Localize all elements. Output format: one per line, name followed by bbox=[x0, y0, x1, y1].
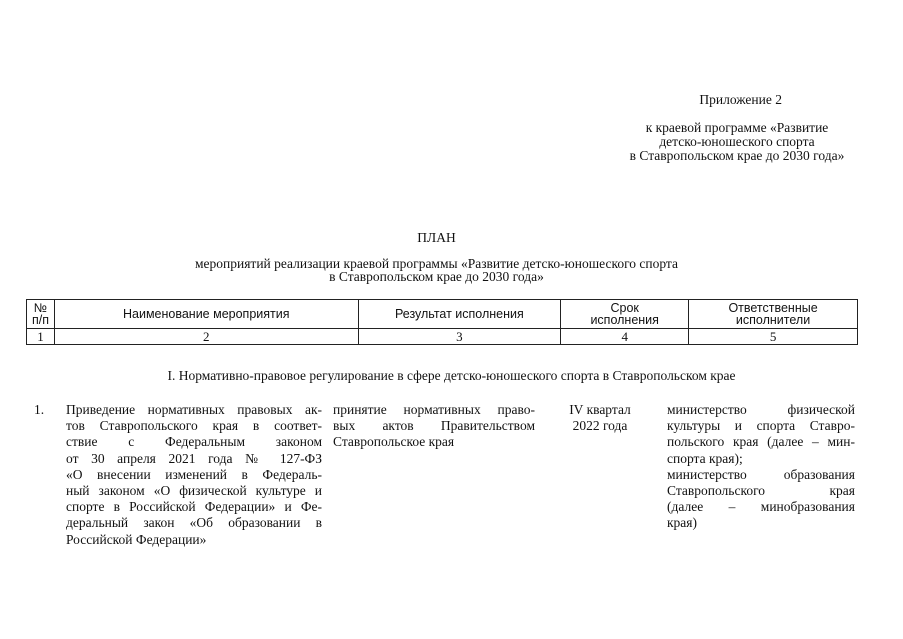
section-heading: I. Нормативно-правовое регулирование в сфере детско-юношеского спорта в Ставропольском крае bbox=[167, 368, 736, 383]
header-text: исполнения bbox=[590, 313, 659, 327]
row-result bbox=[333, 402, 535, 451]
text-line: Ставропольского края bbox=[667, 483, 855, 499]
appendix-title: Приложение 2 bbox=[699, 92, 782, 107]
text-line: ствие с Федеральным законом bbox=[66, 434, 322, 450]
header-result bbox=[358, 300, 561, 329]
text-line: министерство физической bbox=[667, 402, 855, 417]
row-name bbox=[66, 402, 322, 548]
text-line: спорте в Российской Федерации» и Фе- bbox=[66, 499, 322, 515]
row-number: 1. bbox=[34, 402, 45, 417]
column-number: 2 bbox=[54, 329, 358, 345]
text-line: деральный закон «Об образовании в bbox=[66, 515, 322, 531]
text-line: Российской Федерации» bbox=[66, 531, 207, 547]
text-line: «О внесении изменений в Федераль- bbox=[66, 466, 322, 482]
appendix-line: к краевой программе «Развитие bbox=[645, 120, 829, 135]
text-line: тов Ставропольского края в соответ- bbox=[66, 418, 322, 434]
text-line: ный законом «О физической культуре и bbox=[66, 483, 322, 499]
text-line: от 30 апреля 2021 года № 127-ФЗ bbox=[66, 450, 322, 466]
header-name bbox=[54, 300, 358, 329]
header-text: п/п bbox=[31, 313, 49, 327]
plan-subtitle-line: мероприятий реализации краевой программы «Развитие детско-юношеского спорта bbox=[194, 256, 678, 271]
header-text: Срок bbox=[610, 301, 639, 315]
column-number: 5 bbox=[689, 329, 858, 345]
text-line: (далее – минобразования bbox=[667, 499, 855, 515]
appendix-lines bbox=[617, 121, 857, 163]
text-line: спорта края); bbox=[667, 450, 743, 466]
column-number: 3 bbox=[358, 329, 561, 345]
text-line: края) bbox=[667, 515, 698, 531]
text-line: принятие нормативных право- bbox=[333, 402, 535, 417]
text-line: Ставропольское края bbox=[333, 434, 455, 450]
header-text: № bbox=[33, 301, 48, 315]
plan-subtitle-line: в Ставропольском крае до 2030 года» bbox=[329, 269, 544, 284]
header-text: Результат исполнения bbox=[394, 307, 524, 321]
row-term bbox=[548, 402, 652, 434]
row-executors bbox=[667, 402, 855, 532]
text-line: IV квартал bbox=[569, 402, 631, 417]
text-line: министерство образования bbox=[667, 466, 855, 482]
header-text: исполнители bbox=[735, 313, 811, 327]
header-text: Наименование мероприятия bbox=[122, 307, 290, 321]
appendix-header bbox=[557, 92, 857, 163]
header-num bbox=[27, 300, 55, 329]
plan-table-header bbox=[26, 299, 858, 345]
column-number: 4 bbox=[561, 329, 689, 345]
header-executors bbox=[689, 300, 858, 329]
appendix-line: детско-юношеского спорта bbox=[659, 134, 815, 149]
text-line: культуры и спорта Ставро- bbox=[667, 418, 855, 434]
plan-title: ПЛАН bbox=[417, 230, 456, 245]
text-line: польского края (далее – мин- bbox=[667, 434, 855, 450]
column-number: 1 bbox=[27, 329, 55, 345]
text-line: Приведение нормативных правовых ак- bbox=[66, 402, 322, 417]
header-term bbox=[561, 300, 689, 329]
text-line: вых актов Правительством bbox=[333, 418, 535, 434]
plan-subtitle bbox=[0, 257, 873, 283]
header-text: Ответственные bbox=[728, 301, 818, 315]
appendix-line: в Ставропольском крае до 2030 года» bbox=[629, 148, 845, 163]
text-line: 2022 года bbox=[572, 418, 628, 434]
